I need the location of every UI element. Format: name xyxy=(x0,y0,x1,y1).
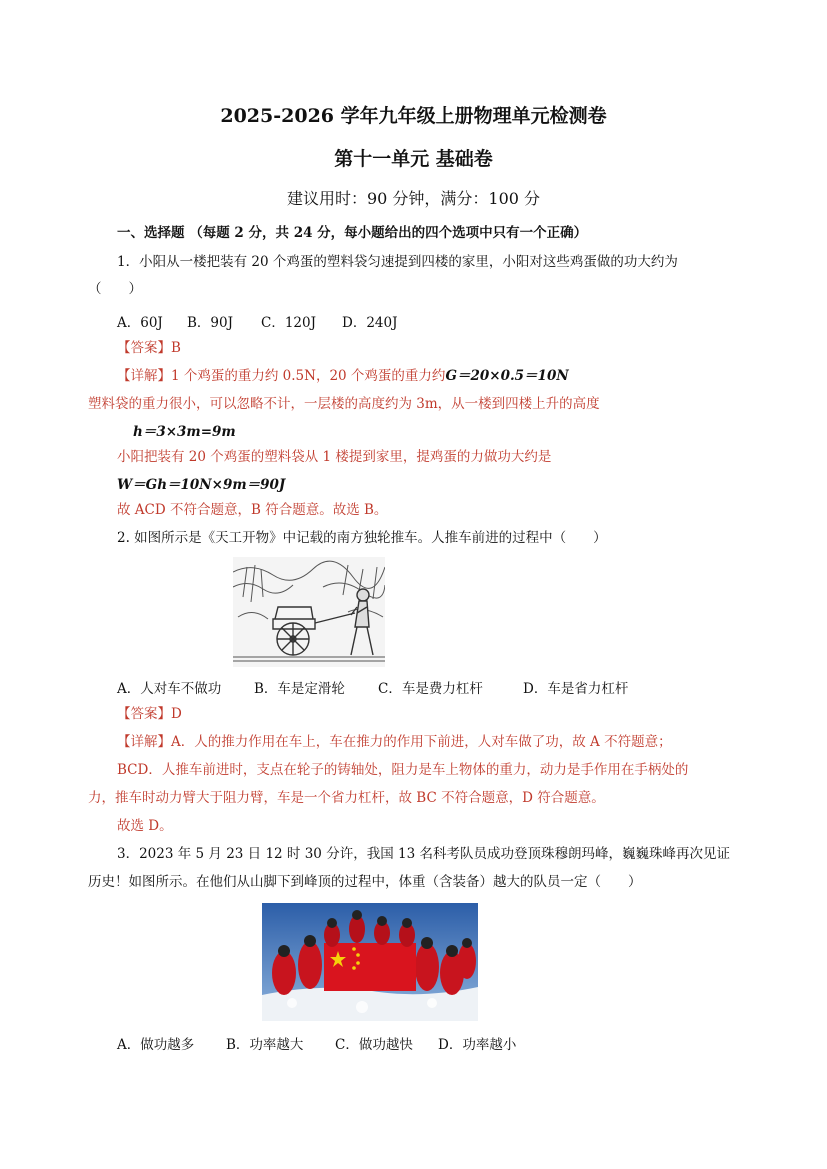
q1-stem-line1: 1．小阳从一楼把装有 20 个鸡蛋的塑料袋匀速提到四楼的家里，小阳对这些鸡蛋做的功大约为 xyxy=(117,254,678,270)
q1-formula-1: G＝20×0.5＝10N xyxy=(445,368,569,384)
q2-detail-1: 【详解】A．人的推力作用在车上，车在推力的作用下前进，人对车做了功，故 A 不符题意； xyxy=(117,734,672,750)
q3-option-d: D．功率越小 xyxy=(438,1037,517,1053)
everest-photo-drawing xyxy=(262,903,478,1021)
q1-option-d: D．240J xyxy=(342,315,398,331)
q2-detail-2: BCD．人推车前进时，支点在轮子的铸轴处，阻力是车上物体的重力，动力是手作用在手柄处的 xyxy=(117,762,689,778)
q2-detail-3: 力，推车时动力臂大于阻力臂，车是一个省力杠杆，故 BC 不符合题意，D 符合题意。 xyxy=(88,790,605,806)
q1-detail-1-text: 【详解】1 个鸡蛋的重力约 0.5N，20 个鸡蛋的重力约 xyxy=(117,368,446,384)
section-heading: 一、选择题 （每题 2 分，共 24 分，每小题给出的四个选项中只有一个正确） xyxy=(117,225,588,241)
q1-detail-2: 塑料袋的重力很小，可以忽略不计，一层楼的高度约为 3m，从一楼到四楼上升的高度 xyxy=(88,396,600,412)
wheelbarrow-drawing xyxy=(233,557,385,667)
q2-option-c: C．车是费力杠杆 xyxy=(378,681,483,697)
wheelbarrow-illustration xyxy=(233,557,385,667)
q1-option-b: B．90J xyxy=(187,315,234,331)
q1-detail-1 xyxy=(117,367,569,385)
q3-option-c: C．做功越快 xyxy=(335,1037,413,1053)
q1-answer: 【答案】B xyxy=(117,340,181,356)
q3-option-b: B．功率越大 xyxy=(226,1037,304,1053)
q3-stem-line1: 3．2023 年 5 月 23 日 12 时 30 分许，我国 13 名科考队员成功登顶珠穆朗玛峰，巍巍珠峰再次见证 xyxy=(117,846,730,862)
q2-conclusion: 故选 D。 xyxy=(117,818,173,834)
q1-formula-3: W＝Gh＝10N×9m＝90J xyxy=(117,477,286,493)
q2-option-d: D．车是省力杠杆 xyxy=(523,681,629,697)
q1-stem-line2: （ ） xyxy=(88,281,142,297)
q3-stem-line2: 历史！如图所示。在他们从山脚下到峰顶的过程中，体重（含装备）越大的队员一定（ ） xyxy=(88,874,642,890)
q2-answer: 【答案】D xyxy=(117,706,182,722)
q1-formula-2: h＝3×3m=9m xyxy=(133,424,236,440)
document-subtitle: 第十一单元 基础卷 xyxy=(334,148,493,170)
q2-option-b: B．车是定滑轮 xyxy=(254,681,345,697)
q3-option-a: A．做功越多 xyxy=(117,1037,195,1053)
q1-option-a: A．60J xyxy=(117,315,163,331)
q1-conclusion: 故 ACD 不符合题意，B 符合题意。故选 B。 xyxy=(117,502,388,518)
time-info: 建议用时：90 分钟，满分：100 分 xyxy=(286,189,541,208)
q2-stem: 2. 如图所示是《天工开物》中记载的南方独轮推车。人推车前进的过程中（ ） xyxy=(117,530,607,546)
q1-option-c: C．120J xyxy=(261,315,317,331)
document-title: 2025-2026 学年九年级上册物理单元检测卷 xyxy=(220,105,607,127)
q1-detail-3: 小阳把装有 20 个鸡蛋的塑料袋从 1 楼提到家里，提鸡蛋的力做功大约是 xyxy=(117,449,552,465)
q2-option-a: A．人对车不做功 xyxy=(117,681,222,697)
everest-team-photo xyxy=(262,903,478,1021)
